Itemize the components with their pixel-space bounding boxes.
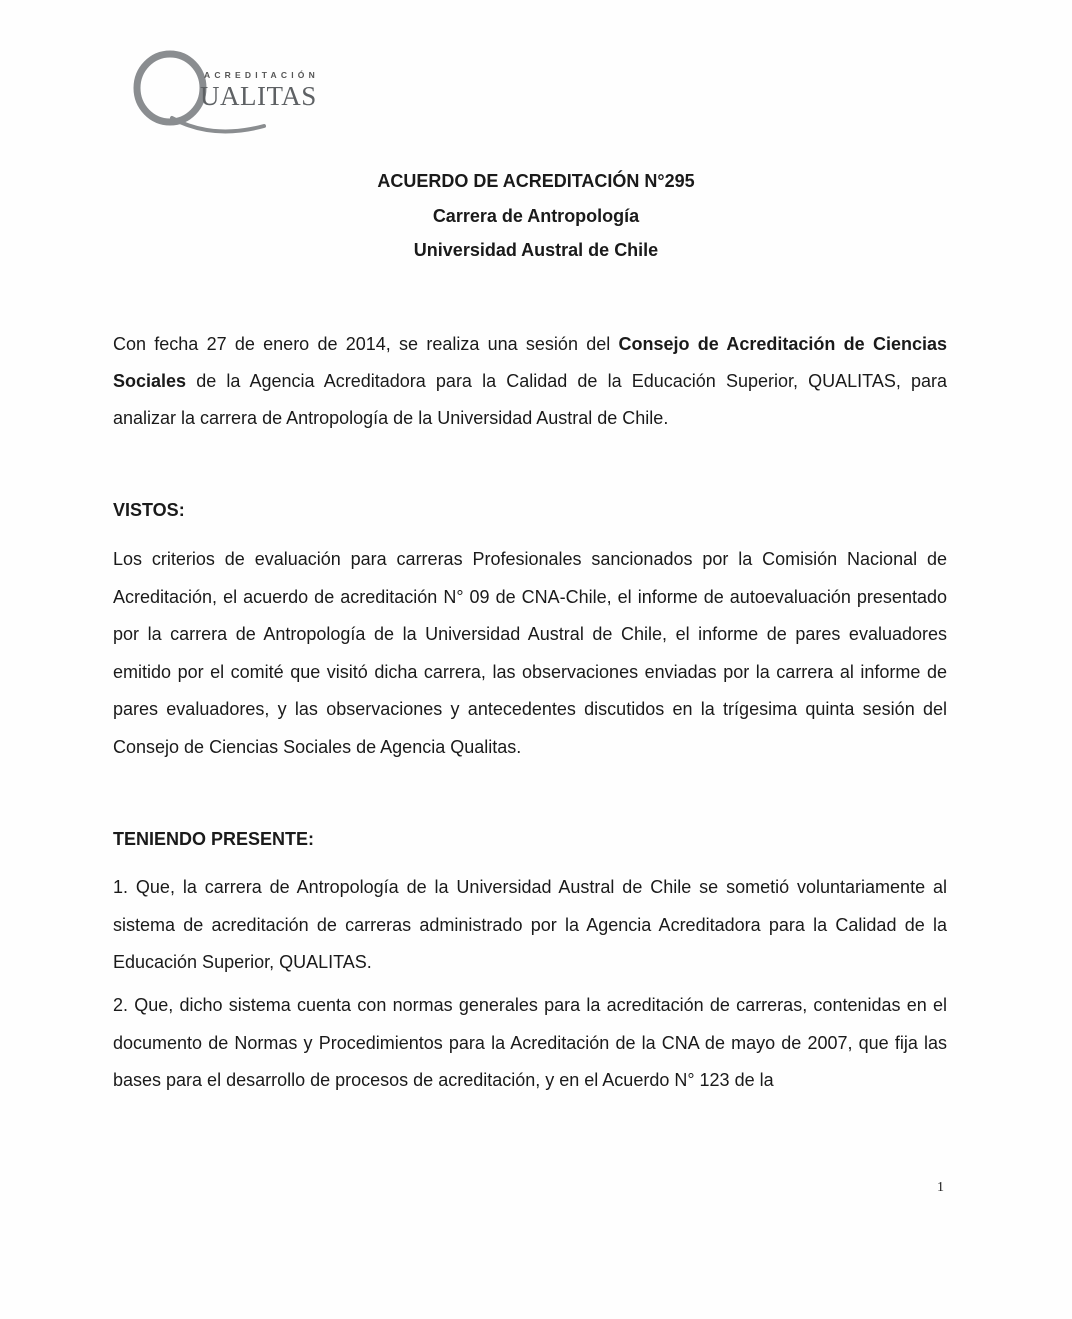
document-title-block bbox=[0, 164, 1072, 268]
intro-paragraph bbox=[113, 326, 947, 437]
vistos-heading: VISTOS: bbox=[113, 500, 185, 520]
qualitas-logo bbox=[132, 48, 332, 138]
considerando-item-1: 1. Que, la carrera de Antropología de la Universidad Austral de Chile se sometió voluntariamente al sistema de acreditación de carreras administrado por la Agencia Acreditadora para la Calidad de la Educación Superior, QUALITAS. bbox=[113, 877, 947, 972]
svg-text:UALITAS: UALITAS bbox=[200, 81, 317, 111]
intro-text-end: de la Agencia Acreditadora para la Calidad de la Educación Superior, QUALITAS, para analizar la carrera de Antropología de la Universidad Austral de Chile. bbox=[113, 371, 947, 428]
page-number: 1 bbox=[937, 1180, 944, 1195]
vistos-paragraph: Los criterios de evaluación para carreras Profesionales sancionados por la Comisión Nacional de Acreditación, el acuerdo de acreditación N° 09 de CNA-Chile, el informe de autoevaluación presentado por la carrera de Antropología de la Universidad Austral de Chile, el informe de pares evaluadores emitido por el comité que visitó dicha carrera, las observaciones enviadas por la carrera al informe de pares evaluadores, y las observaciones y antecedentes discutidos en la trígesima quinta sesión del Consejo de Ciencias Sociales de Agencia Qualitas. bbox=[113, 549, 947, 757]
considerando-item-2: 2. Que, dicho sistema cuenta con normas generales para la acreditación de carreras, contenidas en el documento de Normas y Procedimientos para la Acreditación de la CNA de mayo de 2007, que fija las bases para el desarrollo de procesos de acreditación, y en el Acuerdo N° 123 de la bbox=[113, 995, 947, 1090]
document-title: ACUERDO DE ACREDITACIÓN N°295 bbox=[377, 171, 695, 191]
university-name: Universidad Austral de Chile bbox=[413, 240, 659, 260]
council-name: Consejo de Acreditación de Ciencias Sociales bbox=[113, 334, 947, 391]
intro-text-start: Con fecha 27 de enero de 2014, se realiza una sesión del bbox=[113, 334, 619, 354]
career-name: Carrera de Antropología bbox=[432, 205, 640, 226]
svg-text:ACREDITACIÓN: ACREDITACIÓN bbox=[204, 70, 319, 80]
teniendo-presente-heading: TENIENDO PRESENTE: bbox=[113, 829, 315, 849]
